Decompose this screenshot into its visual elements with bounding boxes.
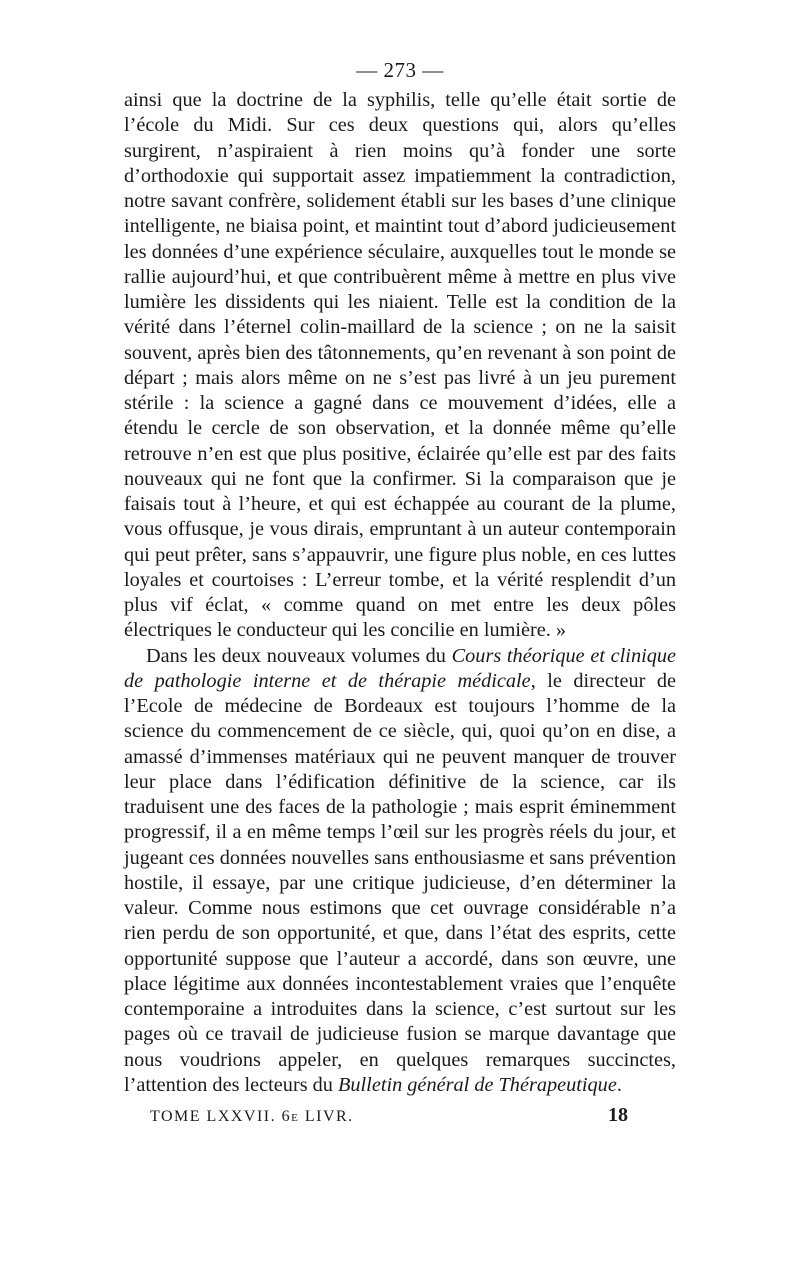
book-title-italic: Cours théorique et clinique de pathologie interne et de thérapie médicale: [124, 644, 676, 692]
body-text: [124, 88, 676, 1098]
gathering-signature: 18: [608, 1104, 628, 1126]
paragraph-continuation: ainsi que la doctrine de la syphilis, telle qu’elle était sortie de l’école du Midi. Sur ces deux questions qui, alors qu’elles surgirent, n’aspiraient à rien moins qu’à fonder une sorte d’orthodoxie qui supportait assez impatiemment la contradiction, notre savant confrère, solidement établi sur les bases d’une clinique intelligente, ne biaisa point, et maintint tout d’abord judicieusement les données d’une expérience séculaire, auxquelles tout le monde se rallie aujourd’hui, et que contribuèrent même à mettre en plus vive lumière les dissidents qui les niaient. Telle est la condition de la vérité dans l’éternel colin-maillard de la science ; on ne la saisit souvent, après bien des tâtonnements, qu’en revenant à son point de départ ; mais alors même on ne s’est pas livré à un jeu purement stérile : la science a gagné dans ce mouvement d’idées, elle a étendu le cercle de son observation, et la donnée même qu’elle retrouve n’en est que plus positive, éclairée qu’elle est par des faits nouveaux qui ne font que la confirmer. Si la comparaison que je faisais tout à l’heure, et qui est échappée au courant de la plume, vous offusque, je vous dirais, empruntant à un auteur contemporain qui peut prêter, sans s’appauvrir, une figure plus noble, en ces luttes loyales et courtoises : L’erreur tombe, et la vérité resplendit d’un plus vif éclat, « comme quand on met entre les deux pôles électriques le conducteur qui les concilie en lumière. »: [124, 89, 676, 642]
paragraph-text-middle: , le directeur de l’Ecole de médecine de Bordeaux est toujours l’homme de la science du commencement de ce siècle, qui, quoi qu’on en dise, a amassé d’immenses matériaux qui ne peuvent manquer de trouver leur place dans l’édification définitive de la science, car ils traduisent une des faces de la pathologie ; mais esprit éminemment progressif, il a en même temps l’œil sur les progrès réels du jour, et jugeant ces données nouvelles sans enthousiasme et sans prévention hostile, il essaye, par une critique judicieuse, d’en déterminer la valeur. Comme nous estimons que cet ouvrage considérable n’a rien perdu de son opportunité, et que, dans l’état des esprits, cette opportunité suppose que l’auteur a accordé, dans son œuvre, une place légitime aux données incontestablement vraies que l’enquête contemporaine a introduites dans la science, c’est surtout sur les pages où ce travail de judicieuse fusion se marque davantage que nous voudrions appeler, en quelques remarques succinctes, l’attention des lecteurs du: [124, 669, 676, 1096]
page-footer: [150, 1104, 628, 1127]
volume-signature: TOME LXXVII. 6e LIVR.: [150, 1108, 354, 1125]
paragraph-text-end: .: [616, 1073, 622, 1096]
journal-title-italic: Bulletin général de Thérapeutique: [338, 1073, 617, 1096]
paragraph-text-start: Dans les deux nouveaux volumes du: [146, 644, 452, 667]
paragraph-cours-review: [124, 644, 676, 1099]
page-number: — 273 —: [356, 58, 444, 82]
